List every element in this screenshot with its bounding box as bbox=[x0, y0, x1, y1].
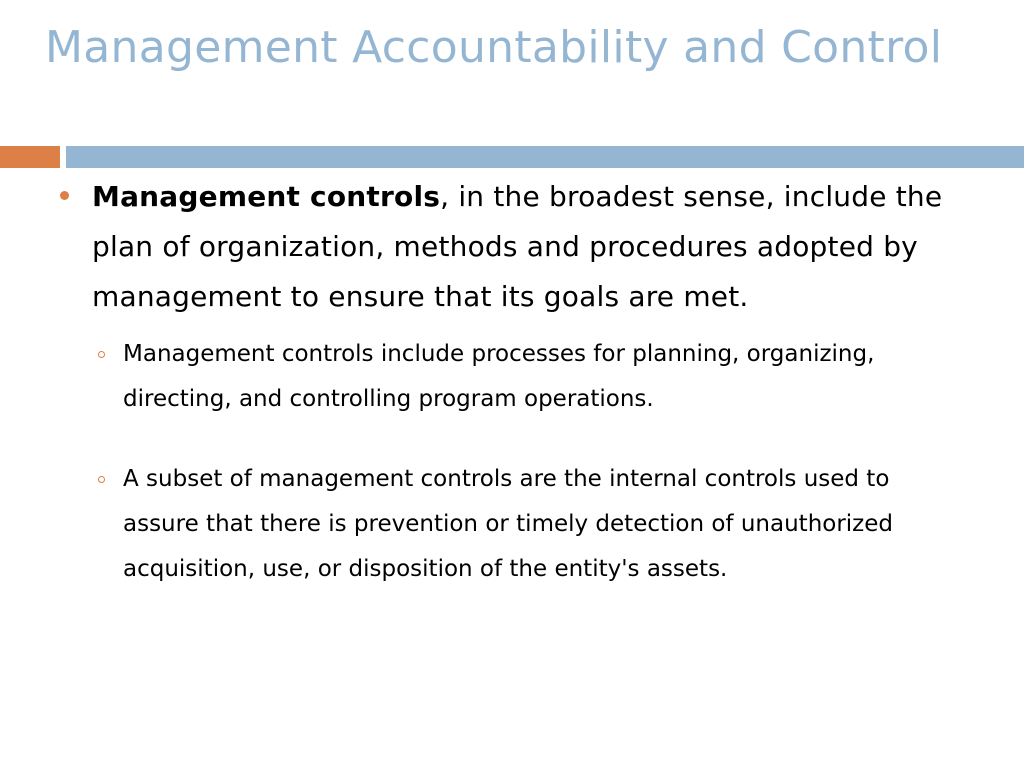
sub-bullet-text: A subset of management controls are the internal controls used to assure that there is prevention or timely detection of unauthorized acquisition, use, or disposition of the entity's assets. bbox=[123, 466, 894, 582]
slide-content bbox=[60, 172, 960, 592]
bullet-text: , in the broadest sense, include the plan of organization, methods and procedures adopted by management to ensure that its goals are met. bbox=[92, 180, 943, 313]
bullet-dot-icon bbox=[60, 191, 69, 200]
bullet-lead-term: Management controls bbox=[92, 180, 441, 213]
bullet-level1 bbox=[60, 172, 960, 322]
title-divider-accent bbox=[0, 146, 60, 168]
title-divider-bar bbox=[66, 146, 1024, 168]
sub-bullet bbox=[60, 332, 923, 422]
sub-bullet-ring-icon bbox=[98, 351, 105, 358]
sub-bullet-ring-icon bbox=[98, 476, 105, 483]
sub-bullet bbox=[60, 457, 923, 592]
slide-title: Management Accountability and Control bbox=[45, 22, 943, 73]
sub-bullet-text: Management controls include processes for planning, organizing, directing, and controlling program operations. bbox=[123, 341, 875, 412]
